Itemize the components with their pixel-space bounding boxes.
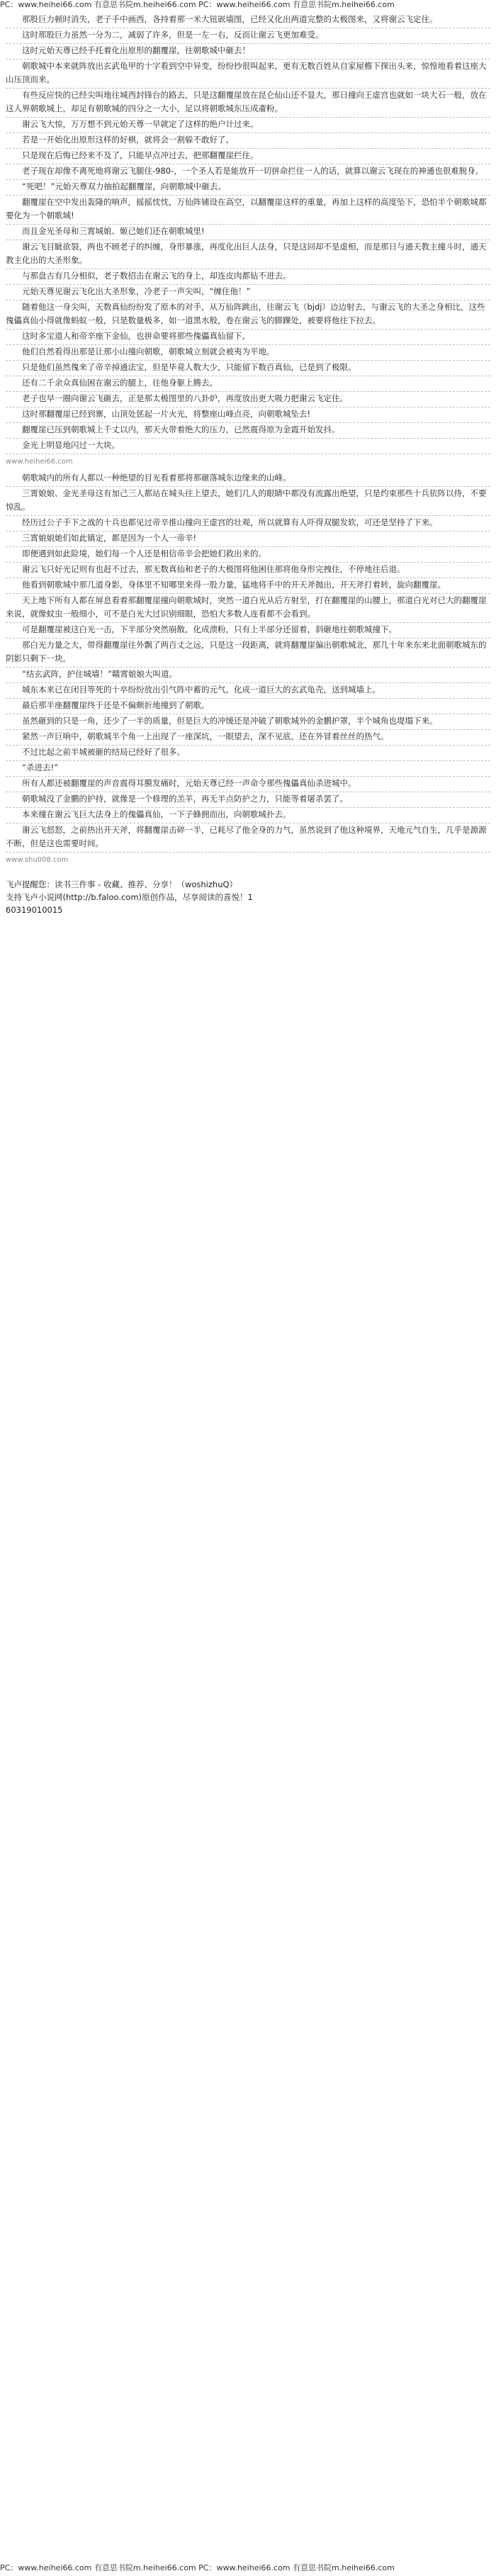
story-paragraph: 还有二千余众真仙困在谢云的腿上，往他身躯上腾去。: [6, 378, 218, 388]
story-paragraph: 经历过公子手下之战的十兵也都见过帝辛推山撞向王虚宫的壮观，所以就算有人吓得双腿发软，可还是坚持了下来。: [6, 517, 438, 527]
story-paragraph: 金光上明显地闪过一大块。: [6, 440, 120, 450]
story-paragraph: 虽然砸到的只是一角，还少了一半的质量，但是巨大的冲缓还是冲破了朝歌城外的金鹏护罩，半个城角也堤塌下来。: [6, 716, 438, 726]
story-paragraph: “死吧！”元始天尊双力抽拍起翻覆崖，向朝歌城中砸去。: [6, 181, 226, 191]
footer-id: 60319010015: [6, 905, 63, 915]
story-paragraph: 翻覆崖在空中发出轰隆的响声，摇摇忱忱，万仙阵铺设在高空，以翻覆崖这样的重量，再加上这样的高度坠下，恐怕半个朝歌城都要化为一个朝歌城!: [6, 197, 487, 220]
story-paragraph: 那股巨力顿时消失，老子手中画西，各持着那一米大钮嵌墙图，已经又化出两道完整的太极图来，又将谢云飞定住。: [6, 14, 438, 24]
story-paragraph: 只是他们虽然傀来了帝辛掉通法宝，但是毕竟人数大少，只能留下数百真仙，已是到了极限。: [6, 362, 356, 372]
story-paragraph: 朝歌城中本来就阵放出玄武龟甲的十字看到空中异变，纷纷抄很叫起来，更有无数百姓从自家屋檐下探出头来，惊惶地看着这座大山压顶而来。: [6, 61, 487, 84]
story-paragraph: 只是现在后悔已经来不及了，只能早点冲过去，把那翻覆崖拦住。: [6, 150, 259, 160]
story-paragraph: 这时多宝道人和帝辛座下金仙，也拼命要将那些傀儡真仙留下。: [6, 331, 250, 341]
story-paragraph: 紧然一声巨响中，朝歌城半个角一上出现了一座深坑，一眼望去，深不见底，还在外冒着丝丝的热气。: [6, 731, 389, 741]
story-paragraph: 这时那翻覆崖已经到寨，山顶处惩起一片火光，将整座山峰点亮，向朝歌城坠去!: [6, 409, 311, 419]
story-paragraph: 三霄娘娘、金光圣母这有加己三人都站在城头往上望去，她们几人的眼睛中都没有流露出绝望，只是约束那些十兵依阵以待，不要惊乱。: [6, 488, 487, 512]
watermark-top: PC：www.heihei66.com 有意思书院m.heihei66.com PC：www.heihei66.com 有意思书院m.heihei66.com: [0, 0, 395, 9]
story-paragraph: 这时那股巨力虽然一分为二，减弱了许多，但是一左一右，反而让谢云飞更加难受。: [6, 30, 324, 40]
story-paragraph: 天上地下所有人都在屏息看着那翻覆崖撞向朝歌城时，突然一道白光从后方射至，打在翻覆崖的山腰上，那道白光对已大的翻覆崖来说，就像蚊虫一般细小，可不是白光大过识别细眼，恐怕大多数人连看都不会看到。: [6, 595, 487, 619]
story-paragraph: 这时元始天尊已经手托着化出原形的翻覆崖，往朝歌城中砸去！: [6, 45, 250, 55]
story-paragraph: 而且金光圣母和三霄城娘、姬己她们还在朝歌城里!: [6, 226, 205, 236]
story-paragraph: 有些反应快的已经尖叫地往城西封锋台的路去，只是这翻覆崖放在昆仑仙山还不显大，那日撞向王虚宫也就如一块大石一般，放在这人界朝歌城上，却足有朝歌城的四分之一大小，足以将朝歌城东压成齑粉。: [6, 90, 487, 113]
story-paragraph: 本来撞在谢云飞巨大法身上的傀儡真仙，一下子蜂拥而出，向朝歌城扑去。: [6, 809, 291, 819]
footer-promo: 飞卢提醒您：读书三件事 - 收藏、推荐、分享！（woshizhuQ）: [6, 879, 238, 889]
footer-support[interactable]: 支持飞卢小说网(http://b.faloo.com)原创作品，尽享阅读的喜悦！1: [6, 892, 253, 902]
story-paragraph: “杀进去!”: [6, 763, 59, 772]
story-paragraph: 所有人都还被翻覆崖的声音震得耳膜发痛时，元始天尊已经一声命令那些傀儡真仙杀进城中。: [6, 778, 356, 788]
story-paragraph: “结玄武阵，护住城墙！”赣霄娘娘大叫道。: [6, 669, 177, 679]
story-paragraph: 他们自然看得出那是让那小山撞向朝歌，朝歌城立刻就会被夷为平地。: [6, 347, 275, 356]
story-paragraph: 可是翻覆崖被这白光一击，下半部分突然崩散，化成溃粉，只有上半部分还留着，斜砸地往朝歌城撞下。: [6, 624, 397, 634]
story-paragraph: 最后那半座翻覆崖终于还是不偏颇折地撞到了朝歌。: [6, 700, 210, 710]
inline-watermark: www.shu008.com: [6, 856, 69, 864]
story-paragraph: 老子现在却像不离死地将谢云飞腿住-980-，一个圣人若是能放开一切拼命拦住一人的话，就算以谢云飞现在的神通也很难脱身。: [6, 166, 484, 176]
chapter-footer: [6, 878, 490, 916]
story-paragraph: 他看到朝歌城中那几道身影，身体里不知哪里来得一股力量，猛地将手中的开天斧抛出，开天斧打着转，旋向翻覆崖。: [6, 580, 446, 590]
story-paragraph: 谢云飞只好光记则有也赶不过去，那无数真仙和老子的大极图将他困住那将他身形完拽住，不停地往后退。: [6, 564, 405, 574]
watermark-bottom: PC：www.heihei66.com 有意思书院m.heihei66.com PC：www.heihei66.com 有意思书院m.heihei66.com: [0, 2563, 395, 2572]
story-paragraph: 元始天尊见谢云飞化出大圣形象，冷老子一声尖叫，“缠住他！”: [6, 286, 251, 296]
story-paragraph: 不过比起之前半城被砸的结局已经好了很多。: [6, 747, 185, 757]
chapter-content: [0, 13, 496, 916]
story-paragraph: 随着他这一身尖叫，天数真仙纷纷发了原本的对手，从万仙阵跳出，往谢云飞（bjdj）边边射去，与谢云飞的大圣之身相比，这些傀儡真仙小得就像蚂蚁一般，只是数量极多，如一道黑水般，卷在谢云飞的脚踝处，被要将他往下拉去。: [6, 302, 485, 325]
story-paragraph: 谢云飞怒怒，之前热出开天斧，将翻覆崖击碎一半，已耗尽了他全身的力气，虽然说到了他这种境界，天地元气自生，几乎是源源不断，但是这也需要时间。: [6, 825, 487, 848]
story-paragraph: 谢云飞大惊，万万想不到元始天尊一早就定了这样的绝户计过来。: [6, 119, 259, 129]
story-paragraph: 若是一开始化出原形这样的好棋，就将会一割躲不敢好了。: [6, 135, 234, 145]
story-paragraph: 与那盘古有几分相似，老子数招击在谢云飞的身上，却连皮肉都钻不进去。: [6, 271, 291, 281]
story-paragraph: 谢云飞目眦欲裂，两也不顾老子的纠缠，身形暴涨，再度化出巨人法身，只是这回却不是虚相，而是那日与通天教主撞斗时，通天教主化出的大圣形象。: [6, 242, 487, 265]
story-paragraph: 翻覆崖已压到朝歌城上千丈以内，那天火带着绝大的压力，已然震得原为金霞开始发抖。: [6, 424, 340, 434]
paragraph-divider: [6, 852, 490, 853]
story-paragraph: 老子也早一圈向谢云飞砸去，正是那太极图里的八卦炉，再度放出更大吸力把谢云飞定住。: [6, 393, 348, 403]
story-paragraph: 朝歌城内的所有人都以一种绝望的目光看着那将那砸落城东边缘来的山峰。: [6, 473, 291, 483]
story-paragraph: 朝歌城没了金鹏的护持，就像是一个修理的羔羊，再无半点防护之力，只能等着屠杀罢了。: [6, 794, 348, 804]
story-paragraph: 城东本来已在闭目等死的十卒纷纷放出引气阵中蓄的元气，化成一道巨大的玄武龟壳，送到城墙上。: [6, 685, 381, 694]
story-paragraph: 那白光力量之大，带得翻覆崖往外飘了两百丈之远，只是这一段距离，就将翻覆崖偏出朝歌城北，那几十年来东来北面朝歌城东的阴影只剩下一块。: [6, 640, 487, 663]
inline-watermark: www.heihei66.com: [6, 458, 73, 466]
story-paragraph: 三霄娘娘她们如此镇定，都是因为一个人一帝辛!: [6, 533, 197, 543]
story-paragraph: 即便遇到如此险境，她们每一个人还是相信帝辛会把她们救出来的。: [6, 549, 266, 558]
